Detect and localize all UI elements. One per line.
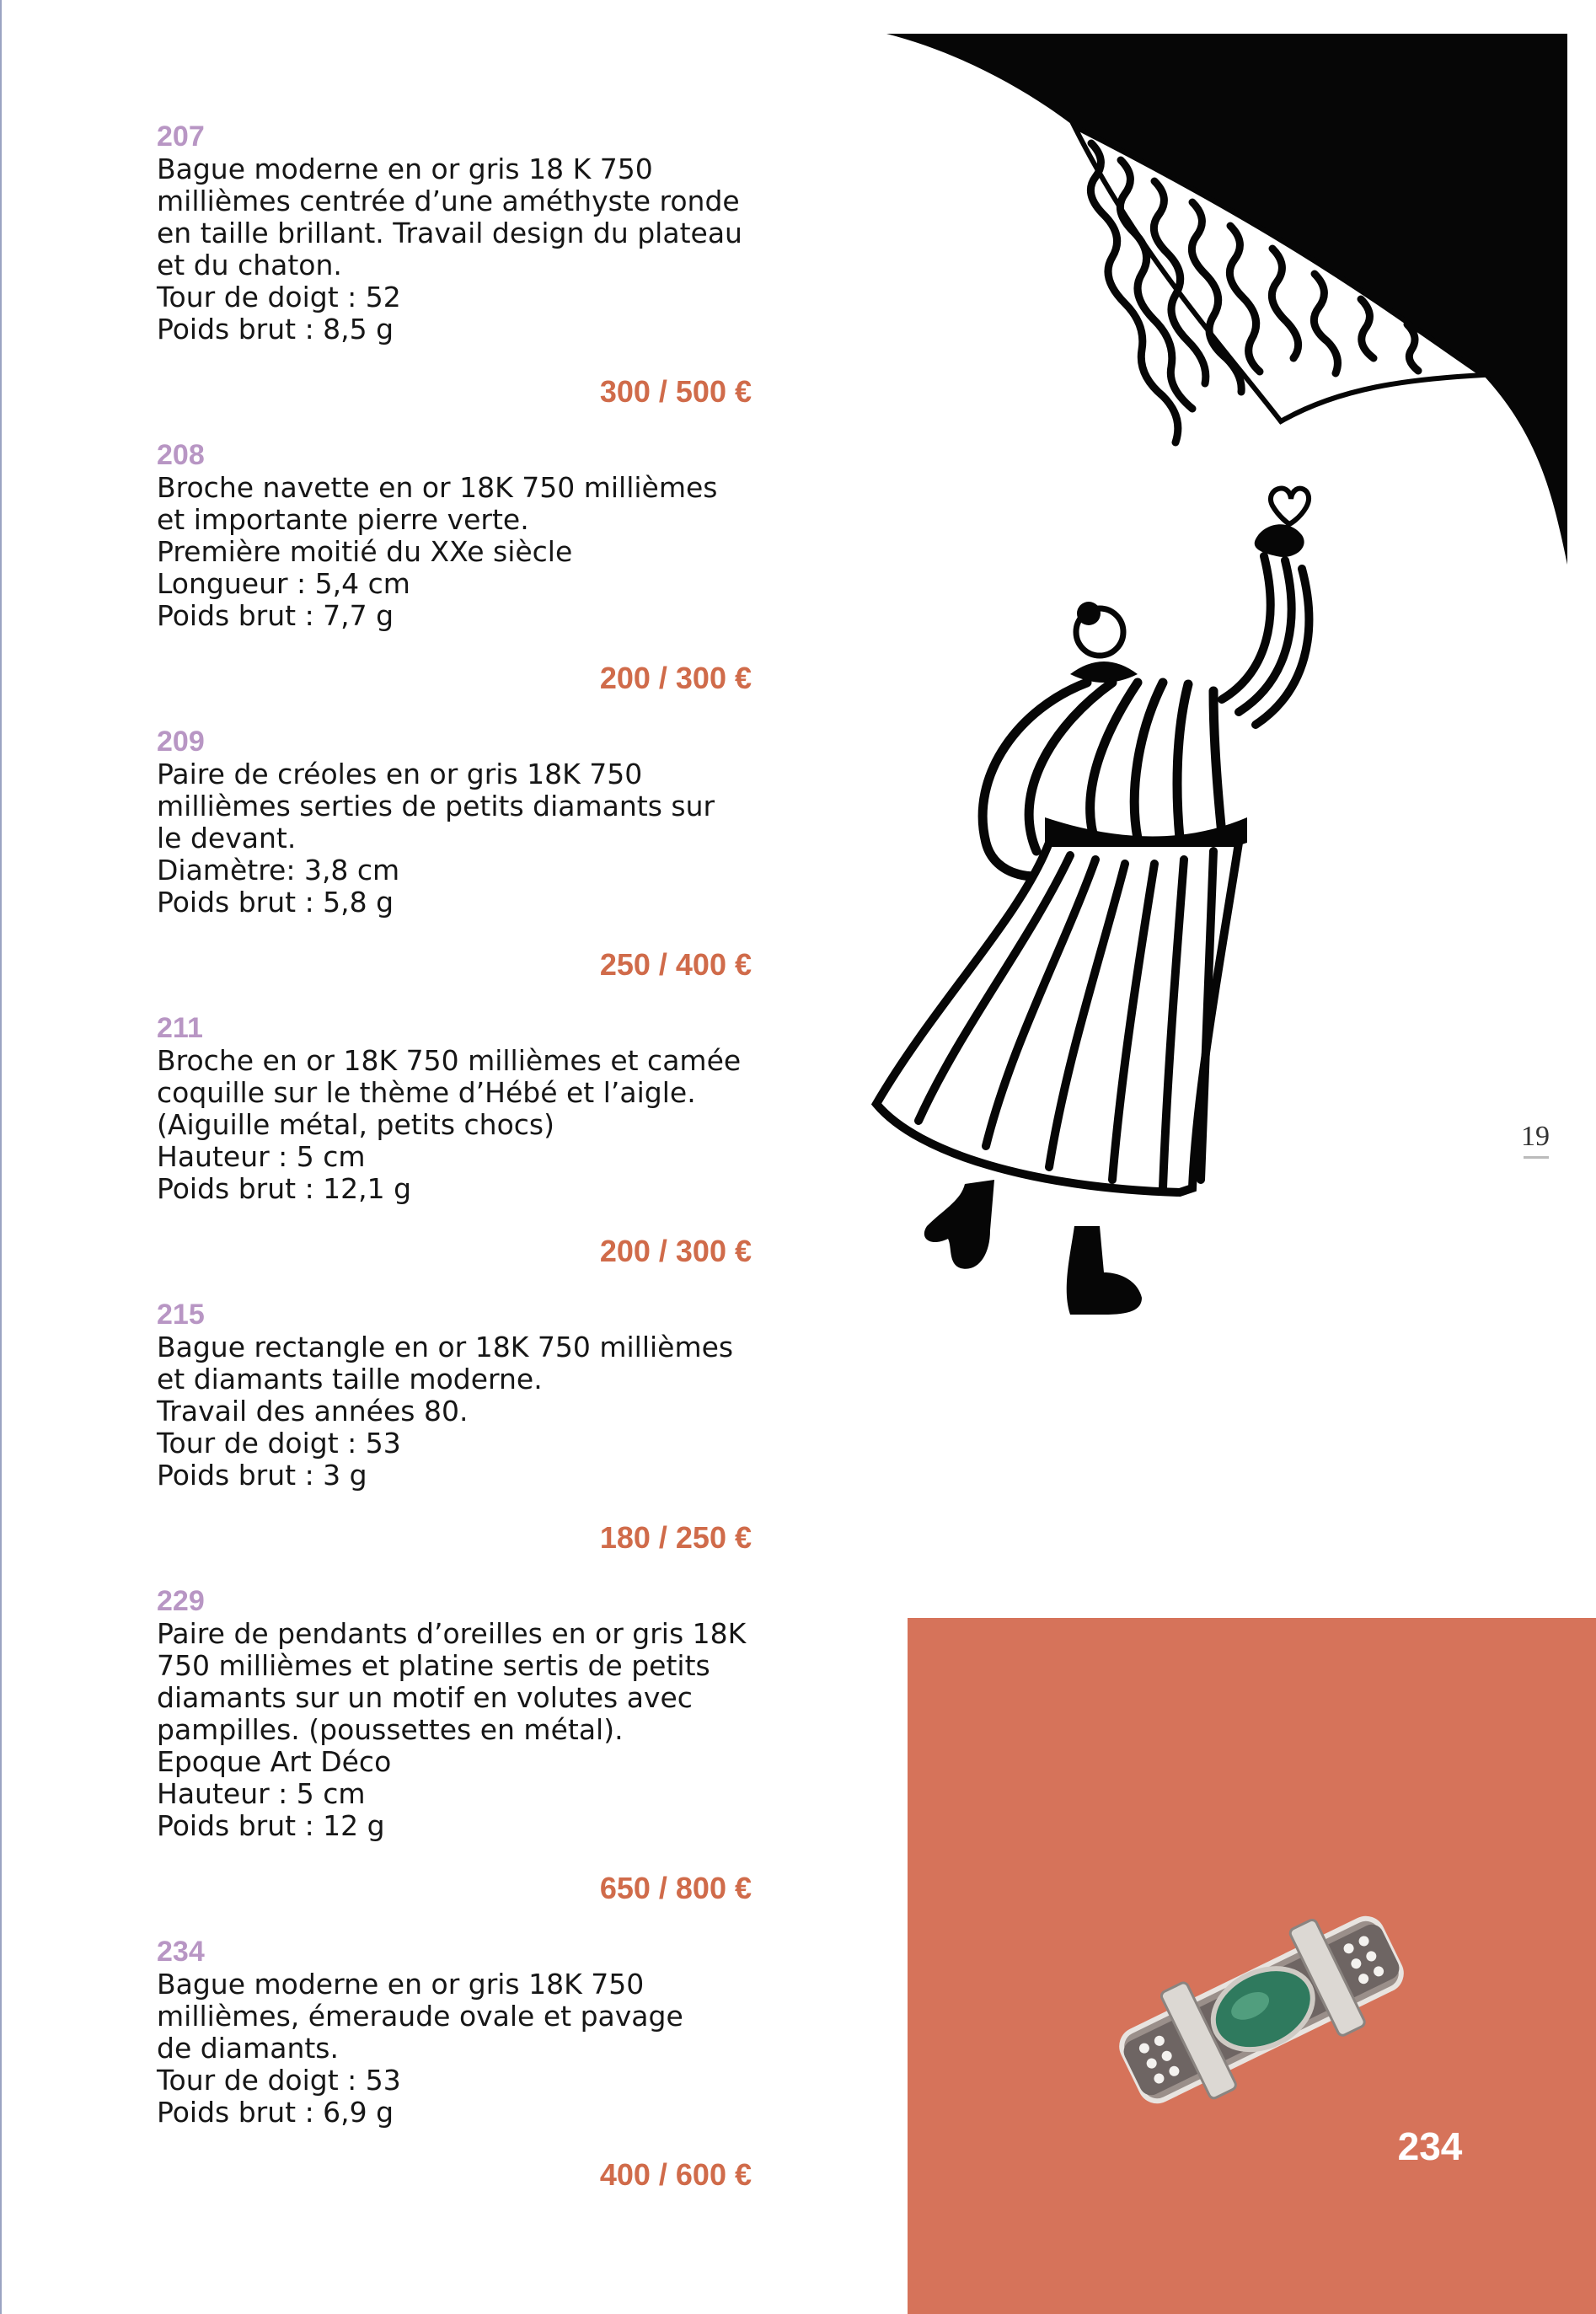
lot-number: 207 bbox=[157, 121, 205, 153]
lot-photo-panel bbox=[908, 1618, 1596, 2314]
lot-estimate: 200 / 300 € bbox=[599, 661, 752, 695]
lot-entry bbox=[157, 1584, 752, 1906]
lot-description-line: Poids brut : 8,5 g bbox=[157, 313, 394, 345]
lot-description-line: Poids brut : 12,1 g bbox=[157, 1172, 412, 1205]
lot-description-line: Poids brut : 12 g bbox=[157, 1809, 385, 1842]
lot-entry bbox=[157, 1011, 752, 1269]
lot-description bbox=[157, 472, 752, 632]
lot-description-line: Hauteur : 5 cm bbox=[157, 1777, 366, 1810]
lot-description-line: Poids brut : 3 g bbox=[157, 1459, 367, 1492]
photo-caption: 234 bbox=[1397, 2124, 1463, 2168]
lot-description-line: et importante pierre verte. bbox=[157, 503, 529, 536]
lot-description-line: Poids brut : 7,7 g bbox=[157, 599, 394, 632]
left-boot bbox=[924, 1180, 994, 1269]
lot-estimate: 200 / 300 € bbox=[599, 1234, 752, 1268]
lot-description-line: millièmes serties de petits diamants sur bbox=[157, 790, 715, 822]
lot-estimate: 250 / 400 € bbox=[599, 947, 752, 982]
lot-description-line: coquille sur le thème d’Hébé et l’aigle. bbox=[157, 1076, 696, 1109]
lot-description-line: Longueur : 5,4 cm bbox=[157, 567, 410, 600]
lot-description-line: Tour de doigt : 52 bbox=[157, 281, 401, 313]
lot-number: 211 bbox=[157, 1012, 203, 1044]
lot-description-line: Bague moderne en or gris 18 K 750 bbox=[157, 153, 653, 185]
lot-description-line: 750 millièmes et platine sertis de petits bbox=[157, 1649, 710, 1682]
lot-number: 229 bbox=[157, 1585, 205, 1617]
emerald-ring-image bbox=[908, 1618, 1596, 2314]
lot-description bbox=[157, 1969, 752, 2129]
lot-description-line: Paire de pendants d’oreilles en or gris 18K bbox=[157, 1617, 747, 1650]
lot-description bbox=[157, 1045, 752, 1205]
lot-description-line: Broche navette en or 18K 750 millièmes bbox=[157, 471, 718, 504]
lot-description bbox=[157, 1618, 752, 1842]
lot-description-line: Diamètre: 3,8 cm bbox=[157, 854, 400, 886]
lot-description-line: Bague moderne en or gris 18K 750 bbox=[157, 1968, 645, 2001]
lot-description-line: Hauteur : 5 cm bbox=[157, 1140, 366, 1173]
lot-description-line: Première moitié du XXe siècle bbox=[157, 535, 573, 568]
lot-entry bbox=[157, 120, 752, 410]
lot-number: 215 bbox=[157, 1299, 205, 1331]
left-edge-rule bbox=[0, 0, 2, 2314]
right-boot bbox=[1067, 1226, 1142, 1315]
lot-estimate: 650 / 800 € bbox=[599, 1871, 752, 1905]
lot-entry bbox=[157, 438, 752, 696]
lot-description-line: Bague rectangle en or 18K 750 millièmes bbox=[157, 1331, 734, 1363]
lot-number: 234 bbox=[157, 1936, 205, 1968]
lot-entry bbox=[157, 1298, 752, 1556]
lot-description-line: le devant. bbox=[157, 822, 297, 854]
lot-estimate: 400 / 600 € bbox=[599, 2157, 752, 2192]
lot-description-line: diamants sur un motif en volutes avec bbox=[157, 1681, 693, 1714]
lot-number: 208 bbox=[157, 439, 205, 471]
lot-description-line: (Aiguille métal, petits chocs) bbox=[157, 1108, 554, 1141]
lot-description-line: millièmes centrée d’une améthyste ronde bbox=[157, 185, 740, 217]
lot-estimate: 180 / 250 € bbox=[599, 1520, 752, 1555]
page-number: 19 bbox=[1521, 1121, 1550, 1152]
lot-description-line: Poids brut : 6,9 g bbox=[157, 2096, 394, 2129]
lot-description-line: de diamants. bbox=[157, 2032, 339, 2065]
lot-estimate: 300 / 500 € bbox=[599, 374, 752, 409]
lot-description bbox=[157, 153, 752, 345]
lot-description-line: Travail des années 80. bbox=[157, 1395, 469, 1428]
lot-entry bbox=[157, 1935, 752, 2193]
lot-description bbox=[157, 1331, 752, 1492]
lot-description-line: Poids brut : 5,8 g bbox=[157, 886, 394, 919]
lot-description-line: Broche en or 18K 750 millièmes et camée bbox=[157, 1044, 742, 1077]
lot-list bbox=[157, 120, 752, 2193]
lot-description-line: Tour de doigt : 53 bbox=[157, 2064, 401, 2097]
lot-description-line: Epoque Art Déco bbox=[157, 1745, 392, 1778]
curtain-woman-illustration bbox=[868, 34, 1567, 1323]
lot-description-line: et du chaton. bbox=[157, 249, 342, 281]
lot-description-line: Tour de doigt : 53 bbox=[157, 1427, 401, 1460]
lot-number: 209 bbox=[157, 726, 205, 758]
heart-shape bbox=[1271, 489, 1309, 524]
lot-description-line: Paire de créoles en or gris 18K 750 bbox=[157, 758, 643, 790]
lot-description-line: et diamants taille moderne. bbox=[157, 1363, 543, 1395]
lot-description bbox=[157, 758, 752, 919]
lot-entry bbox=[157, 725, 752, 983]
page-number-underline bbox=[1524, 1156, 1549, 1159]
lot-description-line: en taille brillant. Travail design du plateau bbox=[157, 217, 742, 249]
lot-description-line: pampilles. (poussettes en métal). bbox=[157, 1713, 624, 1746]
lot-description-line: millièmes, émeraude ovale et pavage bbox=[157, 2000, 683, 2033]
